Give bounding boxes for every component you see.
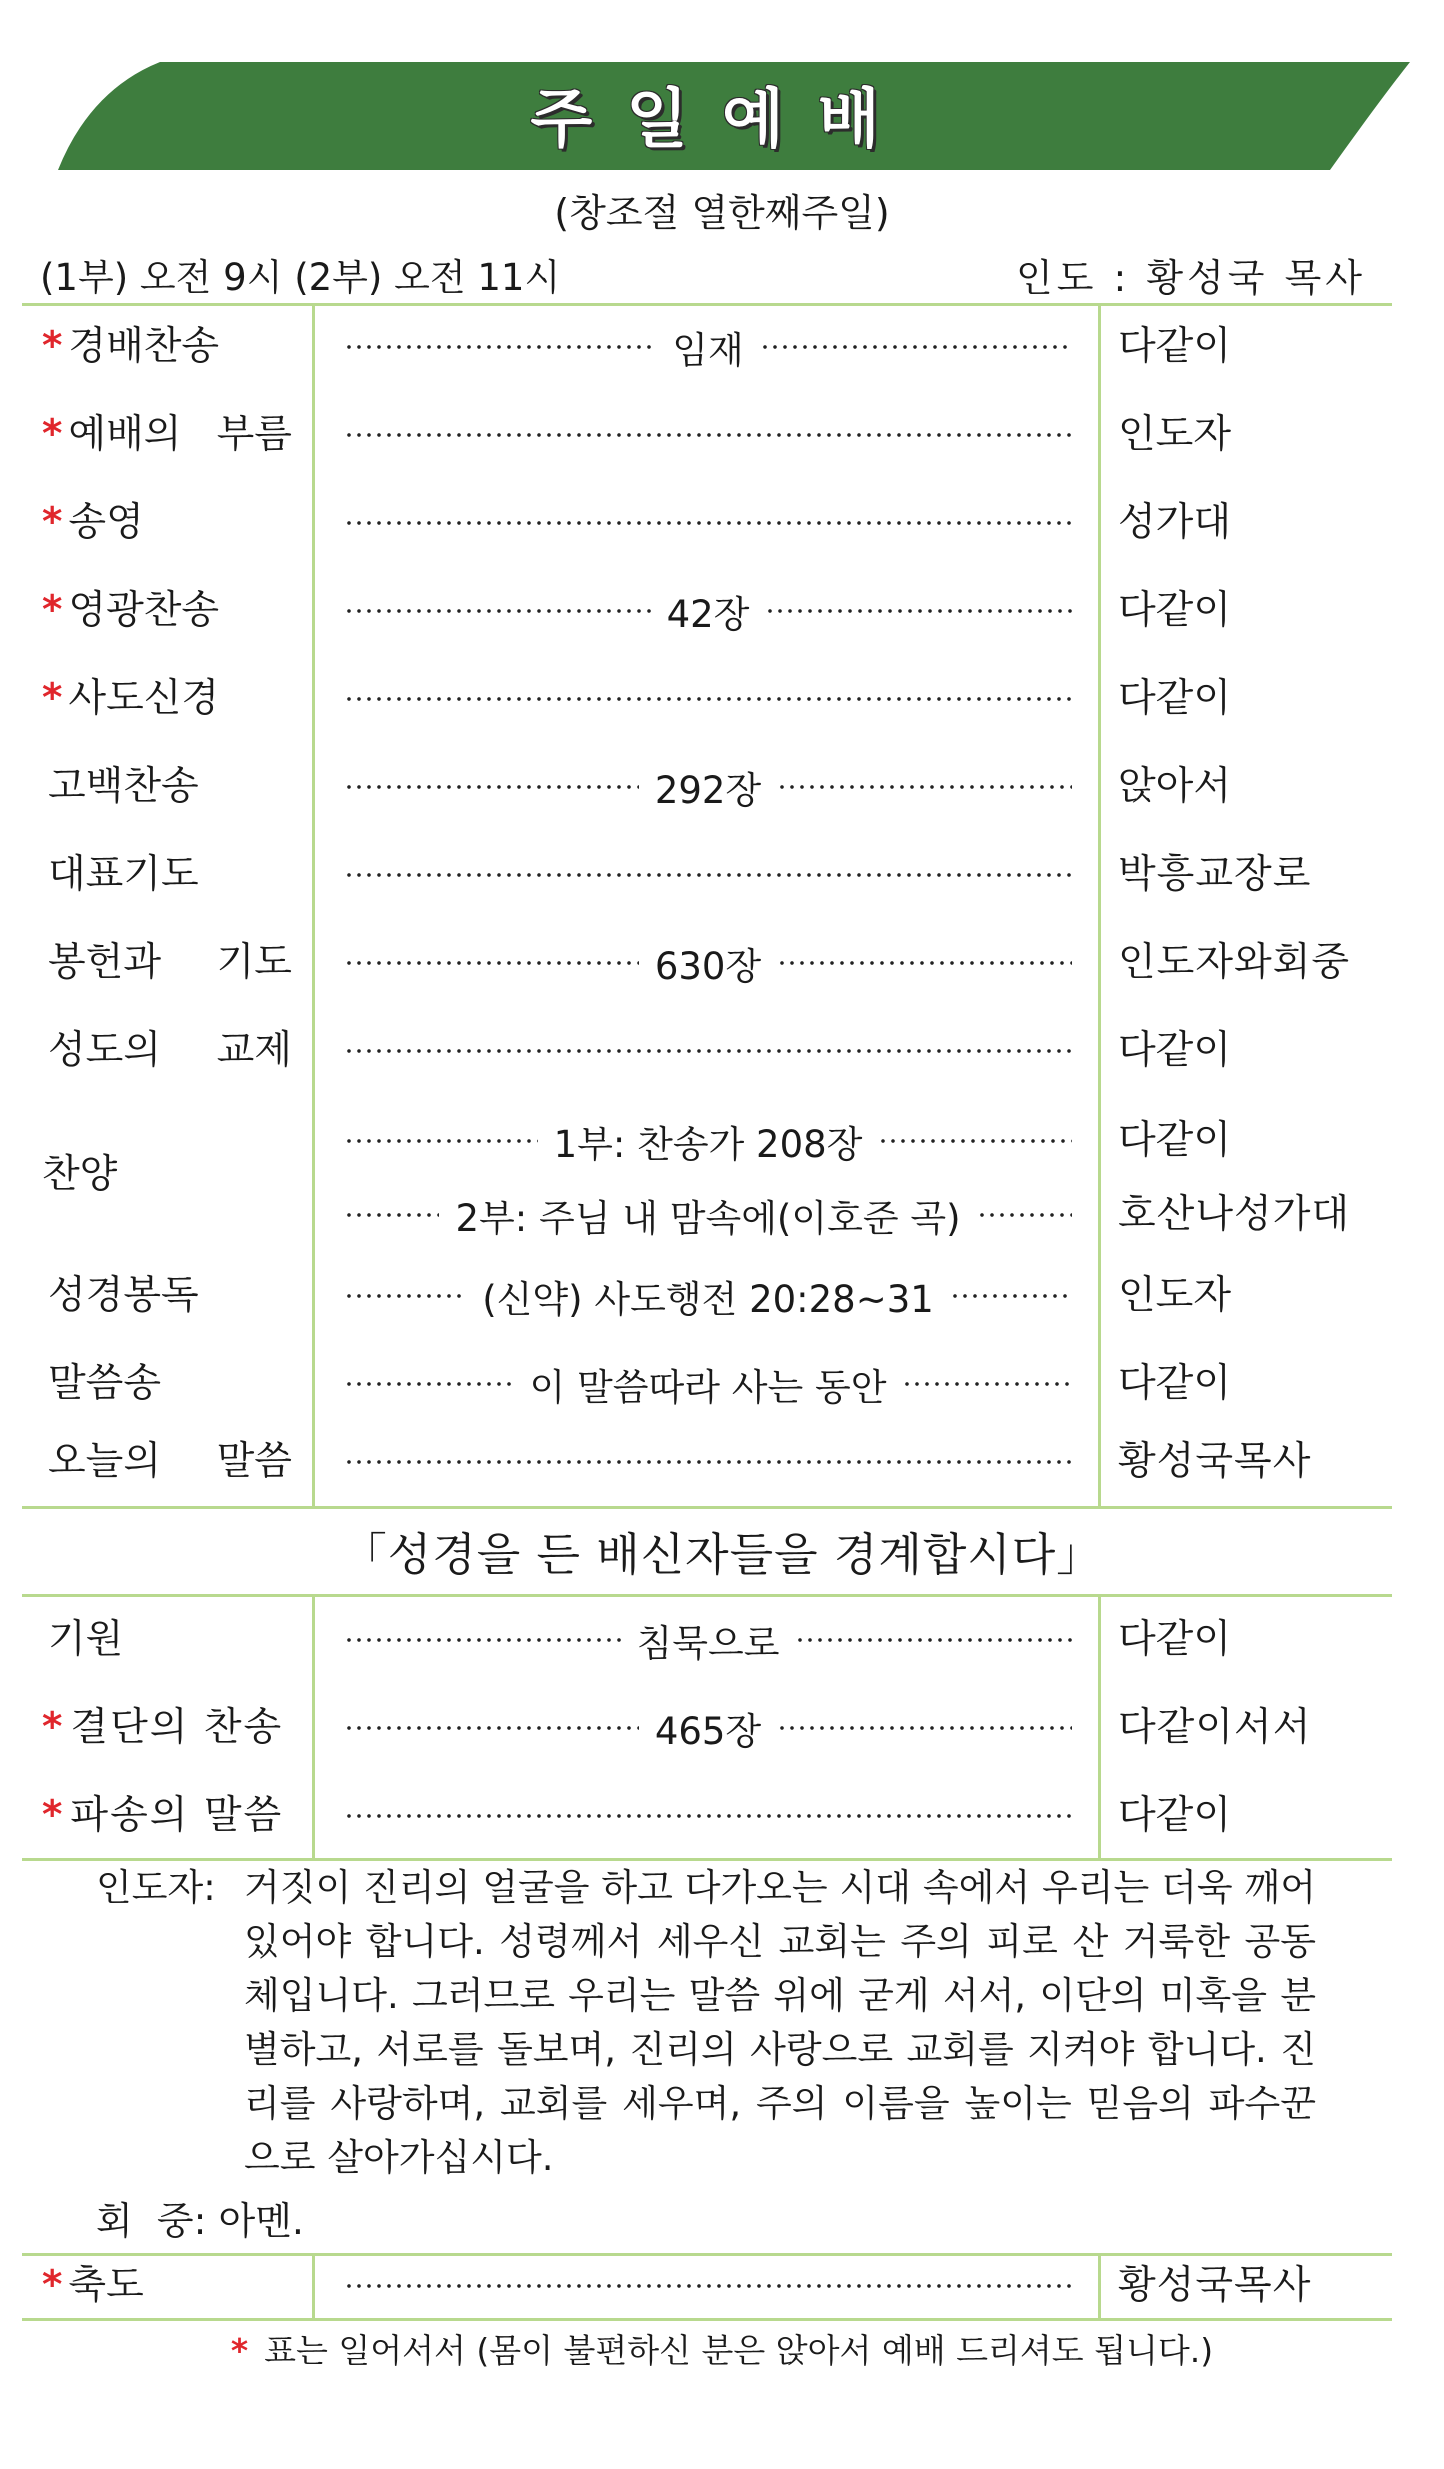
row-content: 630장	[654, 945, 762, 988]
row-response: 다같이	[1118, 1793, 1232, 1838]
standing-mark: *	[42, 1793, 65, 1838]
service-leader: 인도 : 황성국 목사	[1016, 256, 1366, 300]
footnote	[0, 2325, 1444, 2372]
footnote-text: 표는 일어서서 (몸이 불편하신 분은 앉아서 예배 드리셔도 됩니다.)	[264, 2331, 1214, 2370]
standing-mark: *	[42, 500, 63, 545]
worship-row	[0, 743, 1444, 831]
worship-row	[0, 303, 1444, 391]
row-response: 다같이	[1118, 324, 1232, 369]
row-content: 465장	[654, 1710, 762, 1753]
anthem-response-1: 다같이	[1118, 1118, 1232, 1163]
row-label: 성경봉독	[48, 1273, 199, 1318]
row-response: 다같이서서	[1118, 1705, 1312, 1750]
row-response: 앉아서	[1118, 764, 1232, 809]
row-content: 42장	[666, 593, 750, 636]
row-response: 인도자	[1118, 412, 1232, 457]
row-response: 황성국목사	[1118, 2263, 1312, 2308]
worship-row	[0, 655, 1444, 743]
dismissal-body: 거짓이 진리의 얼굴을 하고 다가오는 시대 속에서 우리는 더욱 깨어 있어야 합니다. 성령께서 세우신 교회는 주의 피로 산 거룩한 공동체입니다. 그러므로 우리는 말씀 위에 굳게 서서, 이단의 미혹을 분별하고, 서로를 돌보며, 진리의 사랑으로 교회를 지켜야 합니다. 진리를 사랑하며, 교회를 세우며, 주의 이름을 높이는 믿음의 파수꾼으로 살아가십시다.	[244, 1866, 1316, 2179]
worship-row	[0, 567, 1444, 655]
dismissal-speaker: 인도자:	[96, 1866, 216, 1909]
row-content: 침묵으로	[636, 1622, 780, 1665]
worship-row	[0, 1007, 1444, 1095]
anthem-content-2: 2부: 주님 내 맘속에(이호준 곡)	[455, 1197, 961, 1240]
row-label: 경배찬송	[68, 324, 220, 369]
anthem-response-2: 호산나성가대	[1118, 1192, 1351, 1237]
row-label: 축도	[68, 2263, 144, 2308]
standing-mark: *	[42, 676, 63, 721]
worship-row-benediction	[0, 2253, 1444, 2318]
worship-row	[0, 1596, 1444, 1684]
worship-row	[0, 831, 1444, 919]
page-title: 주일예배	[530, 83, 914, 157]
worship-row	[0, 919, 1444, 1007]
worship-row	[0, 479, 1444, 567]
worship-row	[0, 1340, 1444, 1428]
row-label: 예배의 부름	[68, 412, 292, 457]
row-label: 대표기도	[48, 852, 199, 897]
worship-row	[0, 1684, 1444, 1772]
worship-row-anthem	[0, 1095, 1444, 1255]
row-label: 고백찬송	[48, 764, 199, 809]
row-label: 성도의 교제	[48, 1028, 292, 1073]
row-response: 다같이	[1118, 588, 1232, 633]
row-label: 파송의 말씀	[70, 1793, 284, 1838]
row-label: 사도신경	[68, 676, 220, 721]
row-response: 다같이	[1118, 1028, 1232, 1073]
row-response: 박흥교장로	[1118, 852, 1312, 897]
sermon-title: 「성경을 든 배신자들을 경계합시다」	[341, 1528, 1103, 1581]
congregation-text: 아멘.	[218, 2199, 304, 2243]
row-content: 이 말씀따라 사는 동안	[529, 1366, 887, 1409]
row-response: 인도자와회중	[1118, 940, 1351, 985]
row-label: 기원	[48, 1617, 124, 1662]
rule-sermon-top	[22, 1506, 1392, 1509]
row-response: 다같이	[1118, 676, 1232, 721]
row-label: 찬양	[42, 1152, 118, 1197]
standing-mark: *	[42, 588, 63, 633]
row-content: 292장	[654, 769, 762, 812]
worship-row	[0, 1772, 1444, 1860]
row-label: 봉헌과 기도	[48, 940, 292, 985]
standing-mark: *	[230, 2331, 249, 2370]
worship-row	[0, 1418, 1444, 1506]
congregation-label: 회 중:	[96, 2199, 207, 2243]
dismissal-text	[96, 1861, 1316, 2185]
standing-mark: *	[42, 2263, 63, 2308]
row-label: 송영	[68, 500, 144, 545]
standing-mark: *	[42, 412, 63, 457]
row-response: 다같이	[1118, 1361, 1232, 1406]
service-times: (1부) 오전 9시 (2부) 오전 11시	[40, 256, 561, 299]
row-label: 영광찬송	[68, 588, 220, 633]
row-label: 말씀송	[48, 1361, 162, 1406]
congregation-response	[96, 2190, 304, 2245]
row-label: 결단의 찬송	[70, 1705, 284, 1750]
row-content: 임재	[672, 329, 744, 372]
row-content: (신약) 사도행전 20:28~31	[482, 1278, 934, 1321]
row-label: 오늘의 말씀	[48, 1439, 292, 1484]
row-response: 성가대	[1118, 500, 1232, 545]
worship-row	[0, 1252, 1444, 1340]
standing-mark: *	[42, 324, 63, 369]
subtitle: (창조절 열한째주일)	[554, 191, 890, 235]
row-response: 황성국목사	[1118, 1439, 1312, 1484]
worship-row	[0, 391, 1444, 479]
row-response: 인도자	[1118, 1273, 1232, 1318]
rule-benediction-bottom	[22, 2318, 1392, 2321]
row-response: 다같이	[1118, 1617, 1232, 1662]
standing-mark: *	[42, 1705, 65, 1750]
anthem-content-1: 1부: 찬송가 208장	[553, 1123, 863, 1166]
